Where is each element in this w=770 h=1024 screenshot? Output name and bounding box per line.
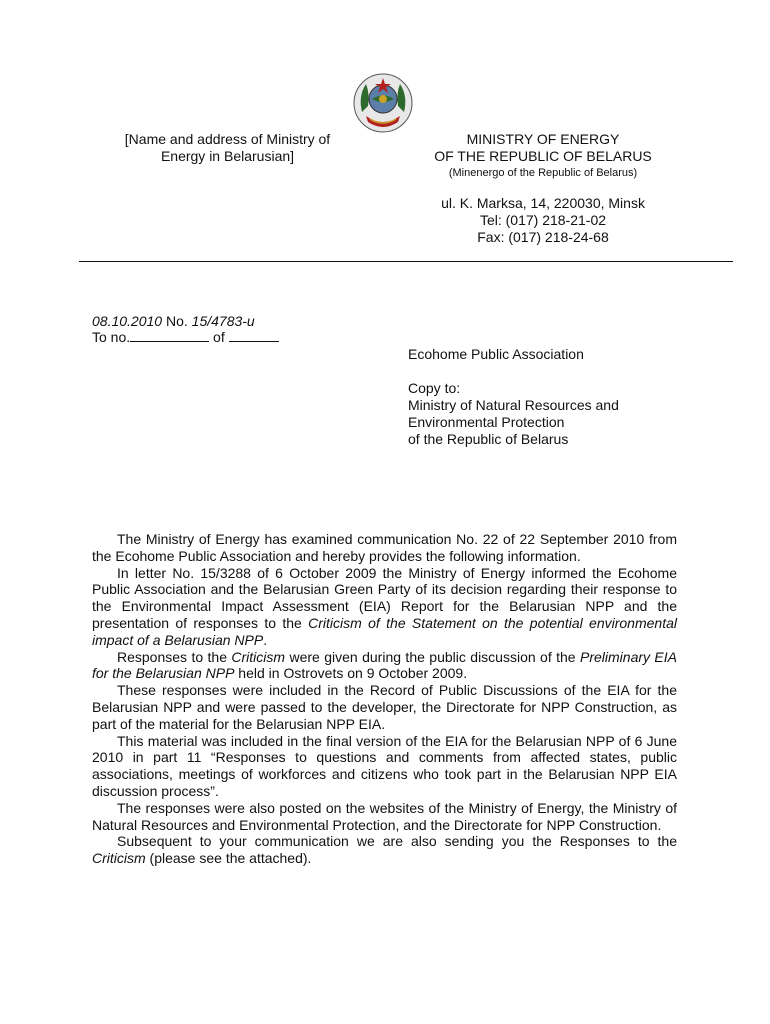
paragraph-5: This material was included in the final version of the EIA for the Belarusian NPP of 6 June 2010 in part 11 “Responses to questions and comments from affected states, public associations, meetings of workforces and citizens who took part in the Belarusian NPP EIA discussion process”. bbox=[92, 732, 677, 799]
letterhead-divider bbox=[79, 261, 733, 262]
to-no-label: To no. bbox=[92, 329, 131, 345]
paragraph-1: The Ministry of Energy has examined communication No. 22 of 22 September 2010 from the Ecohome Public Association and hereby provides the following information. bbox=[92, 531, 677, 564]
ministry-address: ul. K. Marksa, 14, 220030, Minsk bbox=[441, 195, 645, 211]
p2-text-a: In letter No. 15/3288 of 6 October 2009 the Ministry of Energy informed the Ecohome Public Association and the Belarusian Green Party of its decision regarding their response to the Environmental Impact Assessment (EIA) Report for the Belarusian NPP and the presentation of responses to the bbox=[92, 564, 677, 631]
p2-italic-title: Criticism of the Statement on the potential environmental impact of a Belarusian NPP bbox=[92, 614, 677, 648]
copy-to-line2: Environmental Protection bbox=[408, 414, 565, 430]
p3-text-c: were given during the public discussion of the bbox=[285, 648, 581, 665]
paragraph-2 bbox=[92, 565, 677, 649]
paragraph-7 bbox=[92, 833, 677, 867]
ministry-name-line2: OF THE REPUBLIC OF BELARUS bbox=[434, 148, 652, 164]
ministry-fax: Fax: (017) 218-24-68 bbox=[477, 229, 609, 245]
letter-date: 08.10.2010 bbox=[92, 313, 163, 329]
letter-body bbox=[92, 531, 677, 867]
p2-text-c: . bbox=[263, 631, 268, 648]
addressee-block bbox=[408, 346, 708, 448]
p3-italic-eia-title: Preliminary EIA for the Belarusian NPP bbox=[92, 648, 678, 682]
letter-number: 15/4783-u bbox=[191, 313, 255, 329]
p3-text-a: Responses to the bbox=[117, 648, 232, 665]
copy-to-line1: Ministry of Natural Resources and bbox=[408, 397, 619, 413]
paragraph-4: These responses were included in the Record of Public Discussions of the EIA for the Belarusian NPP and were passed to the developer, the Directorate for NPP Construction, as part of the material for the Belarusian NPP EIA. bbox=[92, 682, 677, 732]
reference-block bbox=[92, 313, 279, 345]
sender-name-placeholder bbox=[100, 131, 355, 165]
left-header-line2: Energy in Belarusian] bbox=[160, 148, 295, 164]
state-emblem-icon bbox=[352, 72, 414, 134]
p7-text-c: (please see the attached). bbox=[145, 850, 312, 867]
p7-text-a: Subsequent to your communication we are also sending you the Responses to the bbox=[117, 833, 677, 850]
ministry-tel: Tel: (017) 218-21-02 bbox=[479, 212, 607, 228]
ministry-name-line1: MINISTRY OF ENERGY bbox=[466, 131, 620, 147]
paragraph-6: The responses were also posted on the websites of the Ministry of Energy, the Ministry of Natural Resources and Environmental Protection, and the Directorate for NPP Construction. bbox=[92, 799, 677, 833]
number-label: No. bbox=[162, 313, 192, 329]
ministry-letterhead bbox=[414, 131, 672, 246]
outgoing-reference bbox=[92, 313, 279, 329]
left-header-line1: [Name and address of Ministry of bbox=[124, 131, 331, 147]
of-date-blank bbox=[229, 330, 279, 342]
p7-italic-criticism: Criticism bbox=[92, 850, 146, 867]
p3-text-e: held in Ostrovets on 9 October 2009. bbox=[234, 665, 468, 682]
of-label: of bbox=[209, 329, 229, 345]
copy-to-label: Copy to: bbox=[408, 380, 461, 396]
copy-to-line3: of the Republic of Belarus bbox=[408, 431, 569, 447]
incoming-reference bbox=[92, 329, 279, 345]
to-no-blank bbox=[130, 330, 209, 342]
recipient-name: Ecohome Public Association bbox=[408, 346, 584, 362]
ministry-short-name: (Minenergo of the Republic of Belarus) bbox=[448, 167, 638, 179]
paragraph-3 bbox=[92, 649, 677, 683]
p3-italic-criticism: Criticism bbox=[231, 648, 286, 665]
